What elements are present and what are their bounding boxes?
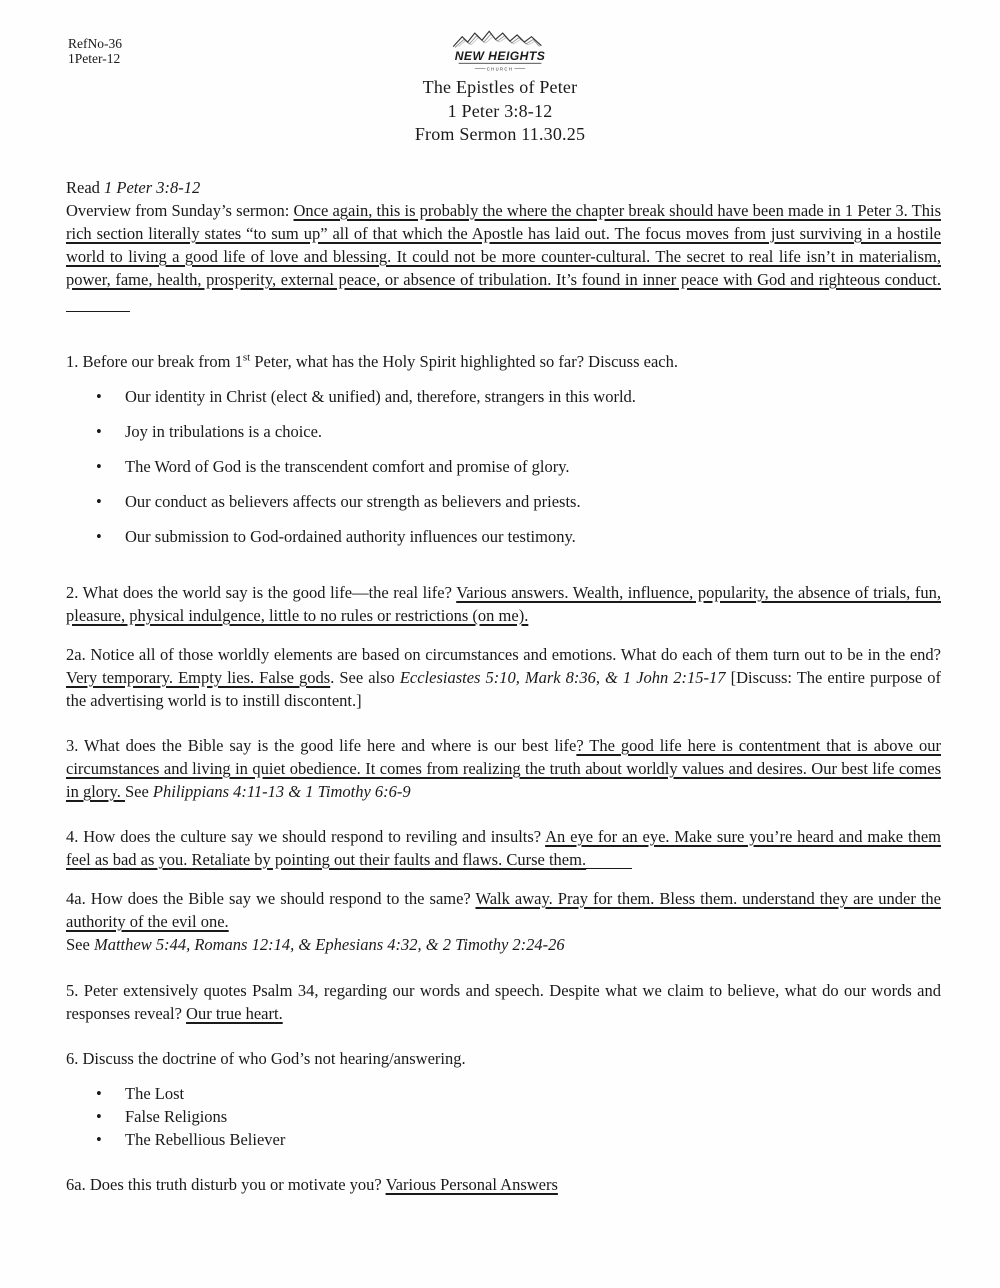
question-2-answer: Various answers. Wealth, influence, popularity, the absence of trials, fun, pleasure, physical indulgence, little to no rules or restrictions (on me). — [66, 583, 941, 625]
question-2a-text: 2a. Notice all of those worldly elements are based on circumstances and emotions. What do each of them turn out to be in the end? — [66, 645, 941, 664]
question-4a-see: See — [66, 935, 94, 954]
overview-answer: Once again, this is probably the where the chapter break should have been made in 1 Peter 3. This rich section literally states “to sum up” all of that which the Apostle has laid out. The focus moves from just surviving in a hostile world to living a good life of love and blessing. It could not be more counter-cultural. The secret to real life isn’t in materialism, power, fame, health, prosperity, external peace, or absence of tribulation. It’s found in inner peace with God and righteous conduct. — [66, 201, 941, 289]
question-1 — [66, 350, 941, 373]
question-2a-mid: . See also — [330, 668, 400, 687]
bullet-icon: • — [96, 1084, 102, 1103]
list-item — [66, 1105, 941, 1128]
overview-paragraph — [66, 199, 941, 314]
question-5-answer: Our true heart. — [186, 1004, 283, 1023]
question-3-text: 3. What does the Bible say is the good life here and where is our best life — [66, 736, 577, 755]
bullet-text: The Lost — [125, 1084, 185, 1103]
question-2 — [66, 581, 941, 627]
bullet-text: Joy in tribulations is a choice. — [125, 422, 323, 441]
list-item — [66, 455, 941, 478]
list-item — [66, 1128, 941, 1151]
question-4a — [66, 887, 941, 933]
document-body — [0, 176, 1000, 1196]
question-1-post: Peter, what has the Holy Spirit highlighted so far? Discuss each. — [250, 352, 678, 371]
logo-name: NEW HEIGHTS — [454, 49, 546, 64]
bullet-icon: • — [96, 1130, 102, 1149]
question-1-bullet-list — [66, 385, 941, 548]
bullet-text: The Word of God is the transcendent comfort and promise of glory. — [125, 457, 570, 476]
question-4a-see-line — [66, 933, 941, 956]
question-2a-scripture-refs: Ecclesiastes 5:10, Mark 8:36, & 1 John 2:15-17 — [399, 668, 726, 687]
church-logo — [446, 28, 554, 76]
ref-line-1: RefNo-36 — [68, 36, 122, 51]
question-3 — [66, 734, 941, 803]
question-4a-answer: Walk away. Pray for them. Bless them. understand they are under the authority of the evil one. — [66, 889, 942, 931]
question-2a-answer: Very temporary. Empty lies. False gods — [66, 668, 331, 687]
overview-lead: Overview from Sunday’s sermon: — [66, 201, 294, 220]
bullet-icon: • — [96, 527, 102, 546]
read-scripture-ref: 1 Peter 3:8-12 — [104, 178, 201, 197]
bullet-text: Our conduct as believers affects our strength as believers and priests. — [125, 492, 581, 511]
logo-sub: CHURCH — [486, 66, 514, 72]
list-item — [66, 385, 941, 408]
ref-line-2: 1Peter-12 — [68, 51, 121, 66]
question-6a-answer: Various Personal Answers — [385, 1175, 558, 1194]
header-center — [0, 28, 1000, 147]
question-6a — [66, 1173, 941, 1196]
read-label: Read — [66, 178, 105, 197]
document-header — [0, 0, 1000, 150]
question-2a — [66, 643, 941, 712]
question-6a-text: 6a. Does this truth disturb you or motivate you? — [66, 1175, 386, 1194]
bullet-icon: • — [96, 1107, 102, 1126]
bullet-text: Our submission to God-ordained authority influences our testimony. — [125, 527, 576, 546]
question-4a-text: 4a. How does the Bible say we should respond to the same? — [66, 889, 476, 908]
read-instruction — [66, 176, 941, 199]
question-6 — [66, 1047, 941, 1070]
bullet-icon: • — [96, 492, 102, 511]
doc-title-line-2: 1 Peter 3:8-12 — [447, 100, 553, 121]
list-item — [66, 1082, 941, 1105]
question-4-text: 4. How does the culture say we should respond to reviling and insults? — [66, 827, 546, 846]
question-6-bullet-list — [66, 1082, 941, 1151]
question-4a-scripture-refs: Matthew 5:44, Romans 12:14, & Ephesians 4:32, & 2 Timothy 2:24-26 — [93, 935, 565, 954]
question-4-answer: An eye for an eye. Make sure you’re heard and make them feel as bad as you. Retaliate by pointing out their faults and flaws. Curse them. — [66, 827, 941, 869]
list-item — [66, 420, 941, 443]
doc-title-line-3: From Sermon 11.30.25 — [414, 124, 586, 144]
bullet-icon: • — [96, 457, 102, 476]
bullet-icon: • — [96, 387, 102, 406]
bullet-text: The Rebellious Believer — [125, 1130, 286, 1149]
question-4 — [66, 825, 941, 871]
ordinal-superscript: st — [242, 351, 251, 364]
question-3-see: See — [124, 782, 153, 801]
question-5 — [66, 979, 941, 1025]
doc-title-line-1: The Epistles of Peter — [422, 77, 578, 97]
question-3-answer: ? The good life here is contentment that is above our circumstances and living in quiet obedience. It comes from realizing the truth about worldly values and desires. Our best life comes in glory. — [66, 736, 941, 801]
question-6-text: 6. Discuss the doctrine of who God’s not hearing/answering. — [66, 1049, 466, 1068]
question-1-pre: 1. Before our break from 1 — [66, 352, 243, 371]
question-3-scripture-refs: Philippians 4:11-13 & 1 Timothy 6:6-9 — [152, 782, 411, 801]
bullet-text: Our identity in Christ (elect & unified) and, therefore, strangers in this world. — [125, 387, 636, 406]
question-2a-note: [Discuss: The entire purpose of the advertising world is to instill discontent.] — [66, 668, 942, 710]
bullet-text: False Religions — [125, 1107, 228, 1126]
underline-fill — [66, 295, 130, 313]
list-item — [66, 525, 941, 548]
question-5-text: 5. Peter extensively quotes Psalm 34, regarding our words and speech. Despite what we claim to believe, what do our words and responses reveal? — [66, 981, 941, 1023]
bullet-icon: • — [96, 422, 102, 441]
underline-fill — [586, 852, 632, 870]
list-item — [66, 490, 941, 513]
question-2-text: 2. What does the world say is the good life—the real life? — [66, 583, 457, 602]
